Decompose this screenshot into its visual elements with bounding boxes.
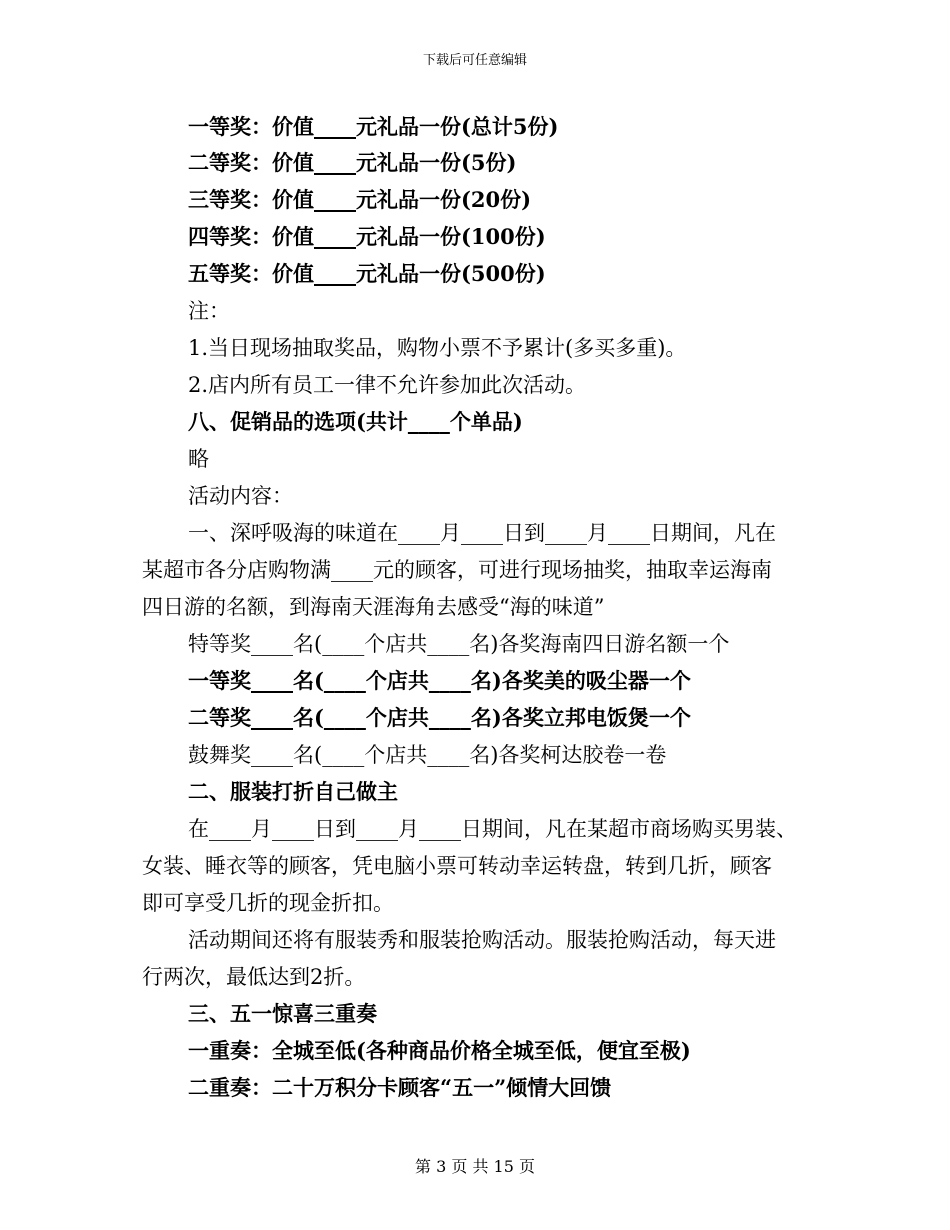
prize-line-third: 三等奖：价值____元礼品一份(20份) (188, 187, 532, 212)
section-heading-3: 三、五一惊喜三重奏 (188, 1001, 377, 1026)
paragraph-line: 活动期间还将有服装秀和服装抢购活动。服装抢购活动，每天进 (188, 928, 776, 952)
note-label: 注： (188, 299, 230, 323)
section-heading-8: 八、促销品的选项(共计____个单品) (188, 409, 523, 434)
page-footer: 第 3 页 共 15 页 (415, 1157, 535, 1176)
note-item-1: 1.当日现场抽取奖品，购物小票不予累计(多买多重)。 (188, 336, 687, 360)
movement-two: 二重奏：二十万积分卡顾客“五一”倾情大回馈 (188, 1075, 612, 1100)
prize-line-second: 二等奖：价值____元礼品一份(5份) (188, 150, 517, 175)
omitted-text: 略 (188, 447, 209, 471)
page-header: 下载后可任意编辑 (422, 53, 527, 68)
prize-line-first: 一等奖：价值____元礼品一份(总计5份) (188, 114, 559, 139)
prize-line-fifth: 五等奖：价值____元礼品一份(500份) (188, 261, 546, 286)
note-item-2: 2.店内所有员工一律不允许参加此次活动。 (188, 373, 587, 397)
prize-line-fourth: 四等奖：价值____元礼品一份(100份) (188, 224, 546, 249)
activity-content-label: 活动内容： (188, 484, 293, 508)
paragraph-line: 行两次，最低达到2折。 (142, 965, 366, 989)
paragraph-line: 一、深呼吸海的味道在____月____日到____月____日期间，凡在 (188, 521, 776, 545)
paragraph-line: 某超市各分店购物满____元的顾客，可进行现场抽奖，抽取幸运海南 (142, 558, 772, 582)
paragraph-line: 四日游的名额，到海南天涯海角去感受“海的味道” (142, 595, 605, 619)
prize-second: 二等奖____名(____个店共____名)各奖立邦电饭煲一个 (188, 705, 691, 730)
paragraph-line: 女装、睡衣等的顾客，凭电脑小票可转动幸运转盘，转到几折，顾客 (142, 854, 772, 878)
movement-one: 一重奏：全城至低(各种商品价格全城至低，便宜至极) (188, 1038, 691, 1063)
paragraph-line: 在____月____日到____月____日期间，凡在某超市商场购买男装、 (188, 817, 797, 841)
paragraph-line: 即可享受几折的现金折扣。 (142, 891, 394, 915)
prize-first: 一等奖____名(____个店共____名)各奖美的吸尘器一个 (188, 668, 691, 693)
prize-encouragement: 鼓舞奖____名(____个店共____名)各奖柯达胶卷一卷 (188, 743, 667, 767)
prize-special: 特等奖____名(____个店共____名)各奖海南四日游名额一个 (188, 632, 730, 656)
section-heading-2: 二、服装打折自己做主 (188, 779, 398, 804)
